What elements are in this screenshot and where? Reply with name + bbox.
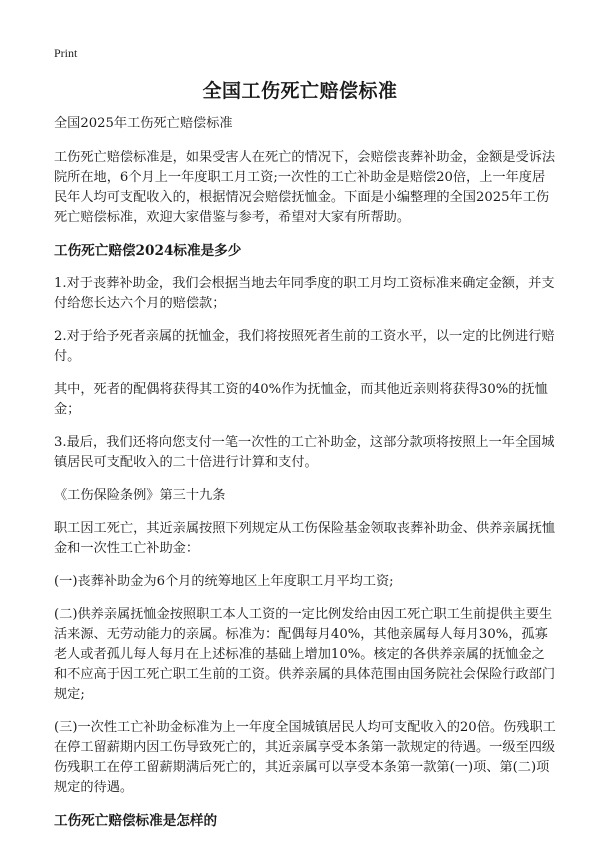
page-title: 全国工伤死亡赔偿标准 <box>202 80 398 102</box>
law-item-1: (一)丧葬补助金为6个月的统筹地区上年度职工月平均工资; <box>54 574 394 589</box>
article-subtitle: 全国2025年工伤死亡赔偿标准 <box>54 116 233 131</box>
standard-item-1: 1.对于丧葬补助金，我们会根据当地去年同季度的职工月均工资标准来确定金额，并支付给您长达六个月的赔偿款； <box>54 276 555 311</box>
standard-item-2: 2.对于给予死者亲属的抚恤金，我们将按照死者生前的工资水平，以一定的比例进行赔付。 <box>54 329 555 364</box>
standard-item-3: 3.最后，我们还将向您支付一笔一次性的工亡补助金，这部分款项将按照上一年全国城镇居民可支配收入的二十倍进行计算和支付。 <box>54 435 555 470</box>
law-item-3: (三)一次性工亡补助金标准为上一年度全国城镇居民人均可支配收入的20倍。伤残职工在停工留薪期内因工伤导致死亡的，其近亲属享受本条第一款规定的待遇。一级至四级伤残职工在停工留薪期满后死亡的，其近亲属可以享受本条第一款第(一)项、第(二)项规定的待遇。 <box>54 720 556 795</box>
section-heading-how: 工伤死亡赔偿标准是怎样的 <box>54 813 218 829</box>
print-link[interactable]: Print <box>54 46 78 60</box>
law-reference: 《工伤保险条例》第三十九条 <box>54 488 226 503</box>
article-body <box>54 114 556 844</box>
intro-paragraph: 工伤死亡赔偿标准是，如果受害人在死亡的情况下，会赔偿丧葬补助金，金额是受诉法院所在地，6个月上一年度职工月工资;一次性的工亡补助金是赔偿20倍，上一年度居民年人均可支配收入的，根据情况会赔偿抚恤金。下面是小编整理的全国2025年工伤死亡赔偿标准，欢迎大家借鉴与参考，希望对大家有所帮助。 <box>54 150 556 225</box>
standard-item-2-note: 其中，死者的配偶将获得其工资的40%作为抚恤金，而其他近亲则将获得30%的抚恤金； <box>54 382 548 417</box>
section-heading-standard-2024: 工伤死亡赔偿2024标准是多少 <box>54 243 242 259</box>
law-intro: 职工因工死亡，其近亲属按照下列规定从工伤保险基金领取丧葬补助金、供养亲属抚恤金和一次性工亡补助金： <box>54 521 556 556</box>
law-item-2: (二)供养亲属抚恤金按照职工本人工资的一定比例发给由因工死亡职工生前提供主要生活来源、无劳动能力的亲属。标准为：配偶每月40%，其他亲属每人每月30%，孤寡老人或者孤儿每人每月在上述标准的基础上增加10%。核定的各供养亲属的抚恤金之和不应高于因工死亡职工生前的工资。供养亲属的具体范围由国务院社会保险行政部门规定; <box>54 607 556 702</box>
